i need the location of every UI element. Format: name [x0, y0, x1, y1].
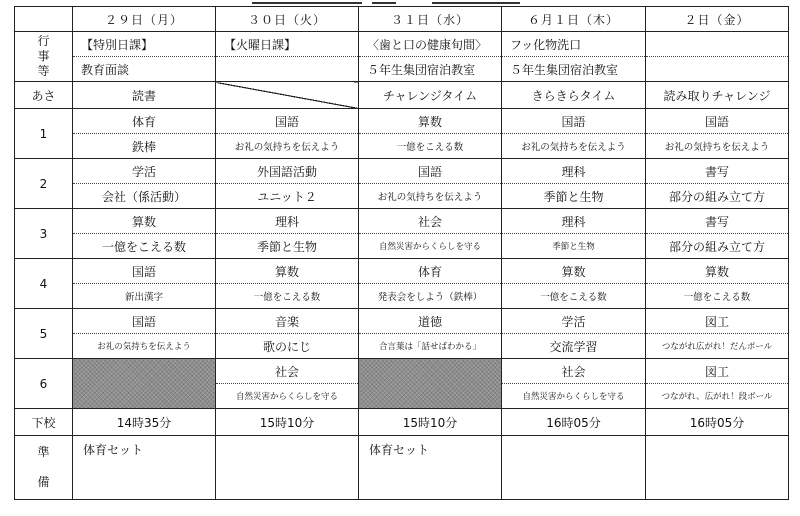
- unit-cell: お礼の気持ちを伝えよう: [646, 134, 789, 159]
- dismissal-time: 14時35分: [73, 409, 216, 436]
- morning-cell: チャレンジタイム: [359, 82, 502, 109]
- events-row: [15, 32, 789, 57]
- preparation-cell: [646, 436, 789, 500]
- no-class-shaded-cell: [73, 359, 216, 409]
- subject-cell: 国語: [359, 159, 502, 184]
- subject-cell: 算数: [502, 259, 646, 284]
- unit-cell: 自然災害からくらしを守る: [502, 384, 646, 409]
- unit-cell: 一億をこえる数: [216, 284, 359, 309]
- subject-cell: 社会: [359, 209, 502, 234]
- subject-cell: 社会: [216, 359, 359, 384]
- subject-cell: 体育: [73, 109, 216, 134]
- morning-cell: きらきらタイム: [502, 82, 646, 109]
- unit-cell: 季節と生物: [502, 184, 646, 209]
- unit-cell: 季節と生物: [216, 234, 359, 259]
- unit-cell: 発表会をしよう（鉄棒）: [359, 284, 502, 309]
- subject-cell: 算数: [359, 109, 502, 134]
- subject-cell: 書写: [646, 159, 789, 184]
- unit-cell: つながれ広がれ！だんボール: [646, 334, 789, 359]
- event-cell: 【火曜日課】: [216, 32, 359, 57]
- event-cell: ５年生集団宿泊教室: [502, 57, 646, 82]
- preparation-cell: 体育セット: [359, 436, 502, 500]
- event-cell: ５年生集団宿泊教室: [359, 57, 502, 82]
- unit-cell: 交流学習: [502, 334, 646, 359]
- header-row: [15, 7, 789, 32]
- unit-cell: 季節と生物: [502, 234, 646, 259]
- subject-cell: 音楽: [216, 309, 359, 334]
- unit-cell: 自然災害からくらしを守る: [359, 234, 502, 259]
- unit-cell: お礼の気持ちを伝えよう: [359, 184, 502, 209]
- period-row: [15, 159, 789, 184]
- morning-row: [15, 82, 789, 109]
- unit-row: [15, 184, 789, 209]
- morning-label: あさ: [15, 82, 73, 109]
- subject-cell: 体育: [359, 259, 502, 284]
- preparation-label: 準 備: [15, 436, 73, 500]
- subject-cell: 外国語活動: [216, 159, 359, 184]
- unit-cell: 新出漢字: [73, 284, 216, 309]
- event-cell: フッ化物洗口: [502, 32, 646, 57]
- period-row: [15, 259, 789, 284]
- dismissal-time: 16時05分: [646, 409, 789, 436]
- unit-cell: つながれ、広がれ！段ボール: [646, 384, 789, 409]
- subject-cell: 国語: [73, 259, 216, 284]
- preparation-cell: [502, 436, 646, 500]
- period-label: 2: [15, 159, 73, 209]
- subject-cell: 理科: [502, 159, 646, 184]
- events-row-2: [15, 57, 789, 82]
- period-label: 3: [15, 209, 73, 259]
- day-header-fri: ２日（金）: [646, 7, 789, 32]
- event-cell: [216, 57, 359, 82]
- subject-cell: 理科: [502, 209, 646, 234]
- subject-cell: 算数: [216, 259, 359, 284]
- subject-cell: 学活: [502, 309, 646, 334]
- event-cell: [646, 32, 789, 57]
- dismissal-time: 15時10分: [359, 409, 502, 436]
- weekly-schedule-table: [14, 6, 789, 500]
- period-row: [15, 359, 789, 384]
- unit-cell: 一億をこえる数: [73, 234, 216, 259]
- period-label: 1: [15, 109, 73, 159]
- period-label: 4: [15, 259, 73, 309]
- event-cell: 〈歯と口の健康旬間〉: [359, 32, 502, 57]
- unit-cell: 歌のにじ: [216, 334, 359, 359]
- subject-cell: 書写: [646, 209, 789, 234]
- period-row: [15, 209, 789, 234]
- subject-cell: 算数: [73, 209, 216, 234]
- unit-cell: 一億をこえる数: [502, 284, 646, 309]
- unit-cell: お礼の気持ちを伝えよう: [216, 134, 359, 159]
- dismissal-time: 15時10分: [216, 409, 359, 436]
- dismissal-time: 16時05分: [502, 409, 646, 436]
- unit-cell: お礼の気持ちを伝えよう: [73, 334, 216, 359]
- unit-cell: 鉄棒: [73, 134, 216, 159]
- preparation-row: [15, 436, 789, 500]
- unit-cell: 一億をこえる数: [359, 134, 502, 159]
- period-label: 6: [15, 359, 73, 409]
- event-cell: [646, 57, 789, 82]
- subject-cell: 理科: [216, 209, 359, 234]
- event-cell: 教育面談: [73, 57, 216, 82]
- unit-row: [15, 134, 789, 159]
- unit-cell: 部分の組み立て方: [646, 184, 789, 209]
- day-header-thu: ６月１日（木）: [502, 7, 646, 32]
- day-header-wed: ３１日（水）: [359, 7, 502, 32]
- subject-cell: 算数: [646, 259, 789, 284]
- unit-cell: 合言葉は「話せばわかる」: [359, 334, 502, 359]
- preparation-cell: 体育セット: [73, 436, 216, 500]
- morning-cell-crossed: [216, 82, 359, 109]
- dismissal-label: 下校: [15, 409, 73, 436]
- unit-row: [15, 334, 789, 359]
- event-cell: 【特別日課】: [73, 32, 216, 57]
- subject-cell: 図工: [646, 359, 789, 384]
- subject-cell: 道徳: [359, 309, 502, 334]
- unit-cell: 会社（係活動）: [73, 184, 216, 209]
- unit-cell: ユニット２: [216, 184, 359, 209]
- period-row: [15, 309, 789, 334]
- corner-cell: [15, 7, 73, 32]
- subject-cell: 学活: [73, 159, 216, 184]
- unit-cell: お礼の気持ちを伝えよう: [502, 134, 646, 159]
- period-row: [15, 109, 789, 134]
- events-label: 行 事 等: [15, 32, 73, 82]
- unit-cell: 部分の組み立て方: [646, 234, 789, 259]
- unit-row: [15, 284, 789, 309]
- subject-cell: 国語: [73, 309, 216, 334]
- morning-cell: 読書: [73, 82, 216, 109]
- unit-cell: 自然災害からくらしを守る: [216, 384, 359, 409]
- unit-row: [15, 234, 789, 259]
- no-class-shaded-cell: [359, 359, 502, 409]
- morning-cell: 読み取りチャレンジ: [646, 82, 789, 109]
- subject-cell: 社会: [502, 359, 646, 384]
- subject-cell: 図工: [646, 309, 789, 334]
- period-label: 5: [15, 309, 73, 359]
- subject-cell: 国語: [502, 109, 646, 134]
- day-header-tue: ３０日（火）: [216, 7, 359, 32]
- day-header-mon: ２９日（月）: [73, 7, 216, 32]
- subject-cell: 国語: [646, 109, 789, 134]
- dismissal-row: [15, 409, 789, 436]
- subject-cell: 国語: [216, 109, 359, 134]
- preparation-cell: [216, 436, 359, 500]
- unit-cell: 一億をこえる数: [646, 284, 789, 309]
